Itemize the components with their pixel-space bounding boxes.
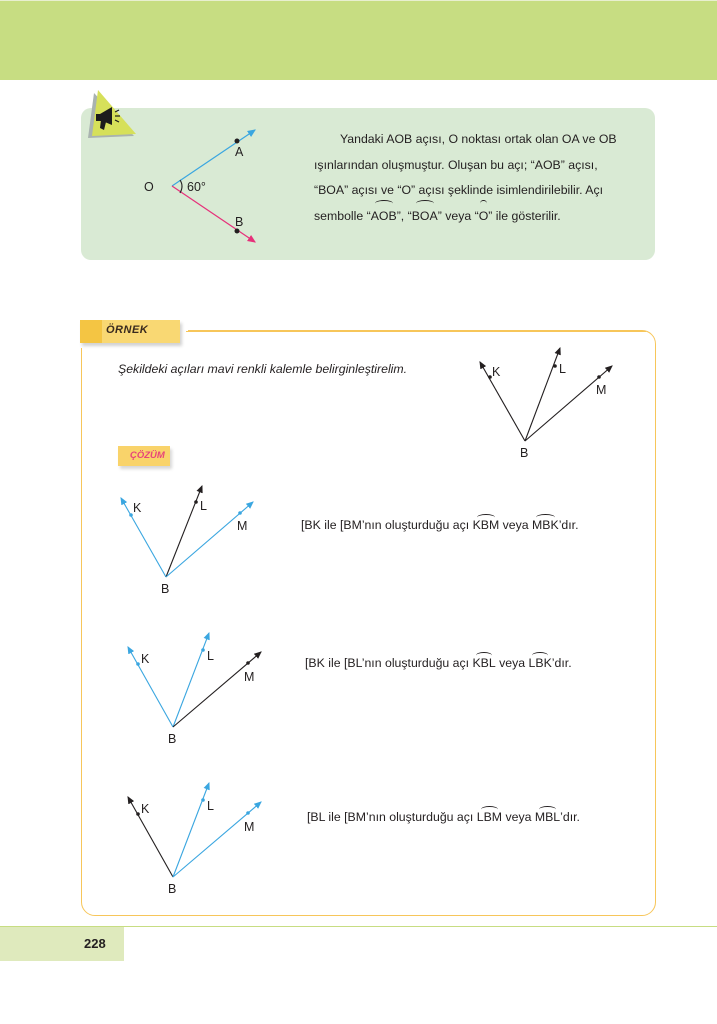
svg-text:B: B <box>520 446 529 460</box>
label-a: A <box>235 145 244 159</box>
svg-text:L: L <box>559 362 566 376</box>
angle-symbol-boa: BOA <box>412 204 438 230</box>
svg-text:B: B <box>168 732 177 746</box>
solution-tag <box>118 446 170 466</box>
solution-text-3: [BL ile [BM’nın oluşturduğu açı LBM veya MBL’dır. <box>307 810 580 824</box>
solution-text-2: [BK ile [BL’nın oluşturduğu açı KBL veya LBK’dır. <box>305 656 572 670</box>
angle-kbl: KBL <box>472 656 496 670</box>
solution-figure-2 <box>115 625 275 750</box>
angle-lbm: LBM <box>476 810 503 824</box>
svg-text:K: K <box>141 652 150 666</box>
solution-text-1: [BK ile [BM’nın oluşturduğu açı KBM veya MBK’dır. <box>301 518 579 532</box>
angle-mbk: MBK <box>532 518 559 532</box>
label-b: B <box>235 215 244 229</box>
svg-text:M: M <box>596 383 607 397</box>
solution-figure-3 <box>115 775 275 900</box>
svg-text:M: M <box>237 519 248 533</box>
angle-mbl: MBL <box>534 810 561 824</box>
angle-symbol-o: O <box>479 204 489 230</box>
example-figure <box>470 340 630 465</box>
info-paragraph <box>314 127 632 229</box>
info-line-3: “BOA” açısı ve “O” açısı şeklinde isimlendirilebilir. Açı <box>314 183 604 197</box>
svg-text:B: B <box>168 882 177 896</box>
info-line-4: sembolle “AOB”, “BOA” veya “O” ile gösterilir. <box>314 204 632 230</box>
info-line-1: Yandaki AOB açısı, O noktası ortak olan OA ve OB <box>340 132 617 146</box>
page-number: 228 <box>84 936 106 951</box>
svg-text:K: K <box>141 802 150 816</box>
angle-symbol-aob: AOB <box>371 204 397 230</box>
solution-figure-1 <box>110 480 270 600</box>
label-o: O <box>144 180 154 194</box>
svg-text:M: M <box>244 820 255 834</box>
example-question: Şekildeki açıları mavi renkli kalemle belirginleştirelim. <box>118 362 408 376</box>
angle-lbk: LBK <box>528 656 552 670</box>
ray-ob <box>172 186 255 242</box>
svg-text:K: K <box>133 501 142 515</box>
header-band <box>0 0 717 80</box>
svg-text:L: L <box>207 649 214 663</box>
solution-tag-label: ÇÖZÜM <box>130 450 165 461</box>
svg-text:L: L <box>207 799 214 813</box>
svg-text:M: M <box>244 670 255 684</box>
page-number-box <box>0 927 124 961</box>
angle-kbm: KBM <box>472 518 500 532</box>
angle-measure: 60° <box>187 180 206 194</box>
example-tag-label: ÖRNEK <box>106 324 149 336</box>
example-header-line <box>186 331 646 332</box>
svg-text:K: K <box>492 365 501 379</box>
svg-text:L: L <box>200 499 207 513</box>
angle-aob-figure <box>130 120 280 255</box>
example-tag <box>80 320 180 343</box>
info-line-2: ışınlarından oluşmuştur. Oluşan bu açı; “AOB” açısı, <box>314 157 598 172</box>
svg-text:B: B <box>161 582 170 596</box>
